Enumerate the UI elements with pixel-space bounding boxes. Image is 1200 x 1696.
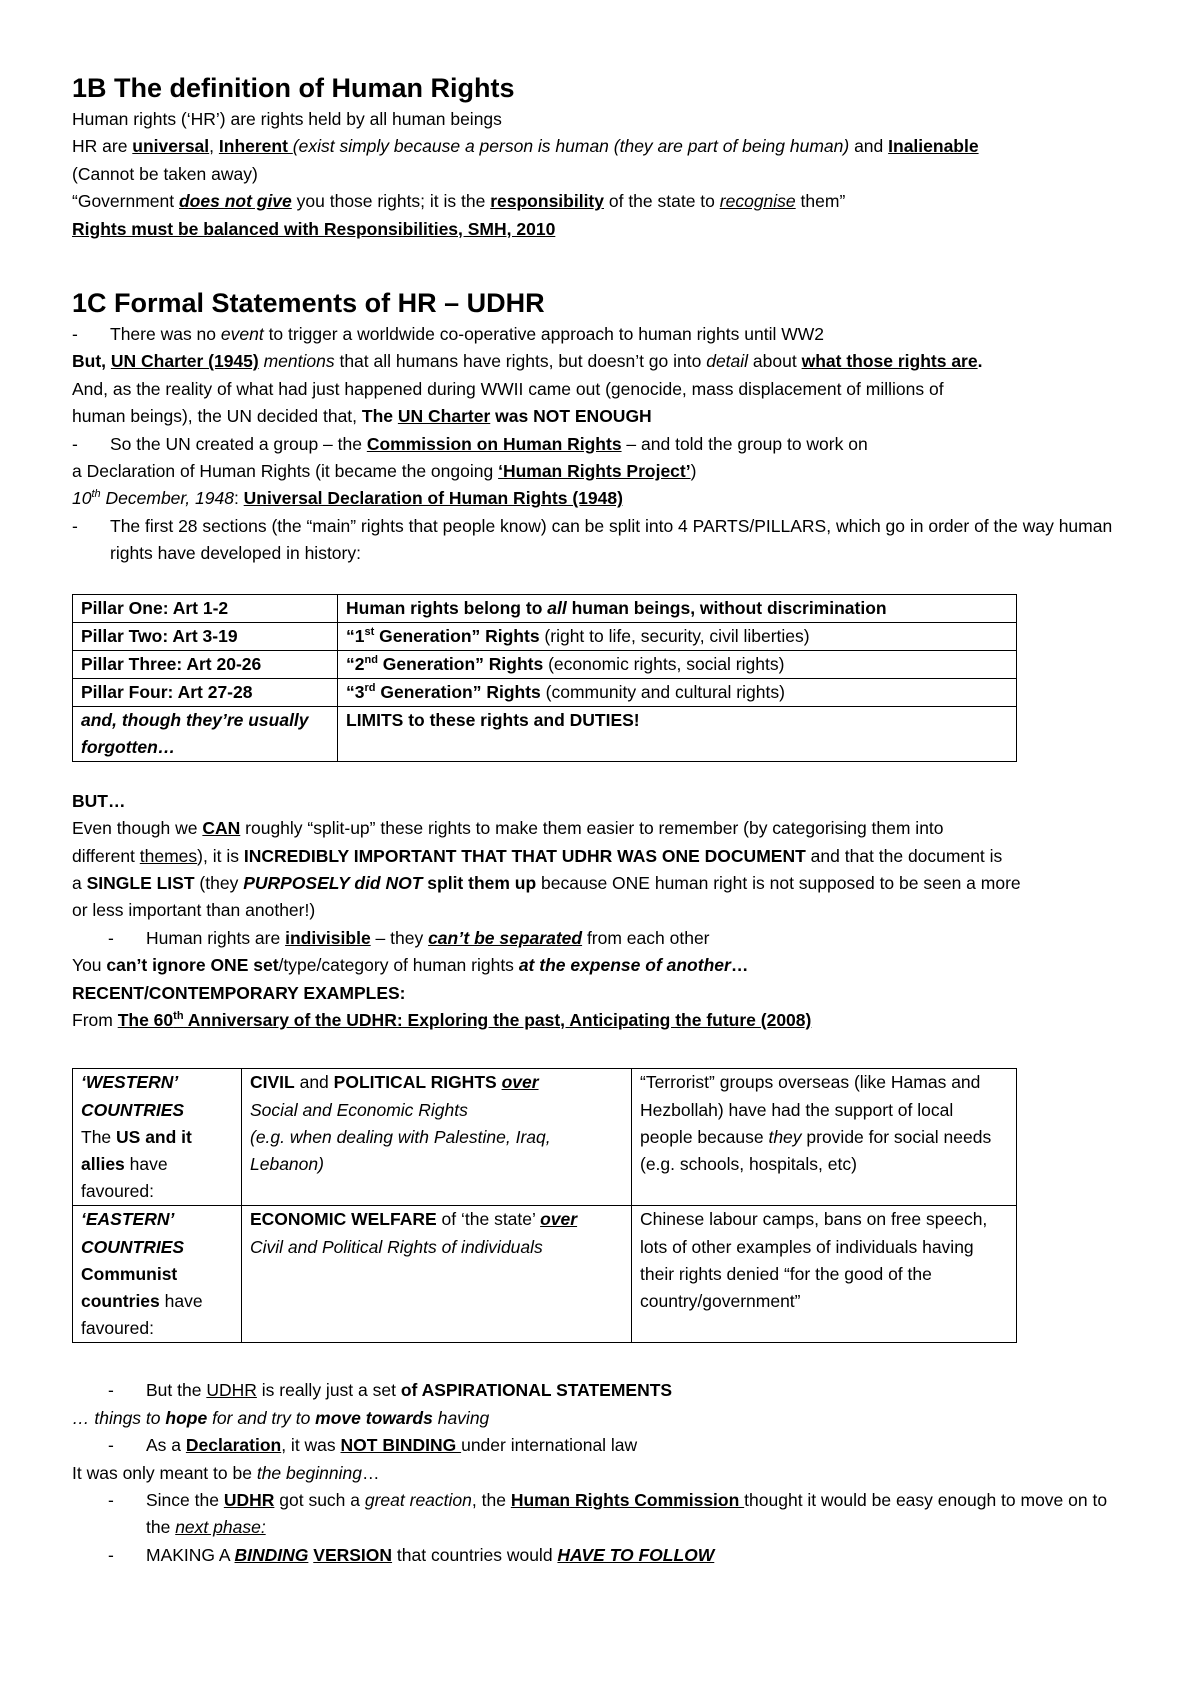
table-row bbox=[73, 706, 1017, 761]
eastern-example-cell: Chinese labour camps, bans on free speech, lots of other examples of individuals having their rights denied “for the good of the country/government” bbox=[632, 1206, 1017, 1343]
pillar-two-cell: Pillar Two: Art 3-19 bbox=[73, 622, 338, 650]
forgotten-cell: and, though they’re usually forgotten… bbox=[73, 706, 338, 761]
heading-1b: 1B The definition of Human Rights bbox=[72, 73, 515, 103]
paragraph-not-enough: human beings), the UN decided that, The UN Charter was NOT ENOUGH bbox=[72, 406, 652, 427]
paragraph-split-up: Even though we CAN roughly “split-up” these rights to make them easier to remember (by categorising them into bbox=[72, 818, 944, 839]
pillar-one-desc: Human rights belong to all human beings, without discrimination bbox=[338, 594, 1017, 622]
bullet-indivisible: - Human rights are indivisible – they can’t be separated from each other bbox=[108, 927, 710, 948]
balance-statement: Rights must be balanced with Responsibilities, SMH, 2010 bbox=[72, 218, 556, 239]
paragraph-un-charter: But, UN Charter (1945) mentions that all humans have rights, but doesn’t go into detail about what those rights are. bbox=[72, 351, 983, 372]
paragraph-declaration: a Declaration of Human Rights (it became the ongoing ‘Human Rights Project’) bbox=[72, 461, 697, 482]
table-row bbox=[73, 1206, 1017, 1343]
bullet-great-reaction: - Since the UDHR got such a great reaction, the Human Rights Commission thought it would be easy enough to move on to the next phase: bbox=[108, 1490, 1108, 1538]
pillar-three-cell: Pillar Three: Art 20-26 bbox=[73, 650, 338, 678]
quote-government: “Government does not give you those rights; it is the responsibility of the state to recognise them” bbox=[72, 191, 846, 212]
heading-1c: 1C Formal Statements of HR – UDHR bbox=[72, 288, 545, 319]
paragraph-hope: … things to hope for and try to move towards having bbox=[72, 1407, 490, 1428]
pillars-table bbox=[72, 594, 1017, 762]
bullet-28-sections: - The first 28 sections (the “main” rights that people know) can be split into 4 PARTS/PILLARS, which go in order of the way human rights have developed in history: bbox=[72, 515, 1113, 564]
paragraph-cannot-be-taken: (Cannot be taken away) bbox=[72, 163, 258, 184]
bullet-no-event: - There was no event to trigger a worldwide co-operative approach to human rights until WW2 bbox=[72, 324, 824, 345]
pillar-four-cell: Pillar Four: Art 27-28 bbox=[73, 678, 338, 706]
paragraph-hr-definition: Human rights (‘HR’) are rights held by all human beings bbox=[72, 109, 502, 129]
table-row bbox=[73, 1069, 1017, 1206]
pillar-one-cell: Pillar One: Art 1-2 bbox=[73, 594, 338, 622]
document-page bbox=[72, 70, 1132, 1569]
paragraph-hr-properties: HR are universal, Inherent (exist simply because a person is human (they are part of being human) and Inalienable bbox=[72, 136, 979, 157]
term-inalienable: Inalienable bbox=[888, 136, 979, 157]
examples-table bbox=[72, 1068, 1017, 1343]
bullet-aspirational: - But the UDHR is really just a set of ASPIRATIONAL STATEMENTS bbox=[108, 1380, 673, 1401]
eastern-rights-cell: ECONOMIC WELFARE of ‘the state’ over Civil and Political Rights of individuals bbox=[242, 1206, 632, 1343]
western-rights-cell: CIVIL and POLITICAL RIGHTS over Social and Economic Rights (e.g. when dealing with Palestine, Iraq, Lebanon) bbox=[242, 1069, 632, 1206]
western-countries-cell: ‘WESTERN’ COUNTRIES The US and it allies have favoured: bbox=[73, 1069, 242, 1206]
but-heading: BUT… bbox=[72, 790, 126, 811]
table-row bbox=[73, 622, 1017, 650]
table-row bbox=[73, 594, 1017, 622]
pillar-four-desc: “3rd Generation” Rights (community and cultural rights) bbox=[338, 678, 1017, 706]
paragraph-beginning: It was only meant to be the beginning… bbox=[72, 1462, 380, 1483]
eastern-countries-cell: ‘EASTERN’ COUNTRIES Communist countries have favoured: bbox=[73, 1206, 242, 1343]
paragraph-udhr-date: 10th December, 1948: Universal Declaration of Human Rights (1948) bbox=[72, 488, 623, 509]
paragraph-cant-ignore: You can’t ignore ONE set/type/category of human rights at the expense of another… bbox=[72, 955, 749, 976]
pillar-three-desc: “2nd Generation” Rights (economic rights, social rights) bbox=[338, 650, 1017, 678]
table-row bbox=[73, 678, 1017, 706]
bullet-commission: - So the UN created a group – the Commission on Human Rights – and told the group to work on bbox=[72, 433, 868, 454]
paragraph-less-important: or less important than another!) bbox=[72, 900, 316, 921]
bullet-not-binding: - As a Declaration, it was NOT BINDING under international law bbox=[108, 1435, 638, 1456]
paragraph-single-list: a SINGLE LIST (they PURPOSELY did NOT split them up because ONE human right is not supposed to be seen a more bbox=[72, 872, 1021, 893]
table-row bbox=[73, 650, 1017, 678]
pillar-two-desc: “1st Generation” Rights (right to life, security, civil liberties) bbox=[338, 622, 1017, 650]
recent-examples-heading: RECENT/CONTEMPORARY EXAMPLES: bbox=[72, 982, 406, 1003]
paragraph-reality: And, as the reality of what had just happened during WWII came out (genocide, mass displacement of millions of bbox=[72, 378, 944, 399]
western-example-cell: “Terrorist” groups overseas (like Hamas and Hezbollah) have had the support of local people because they provide for social needs (e.g. schools, hospitals, etc) bbox=[632, 1069, 1017, 1206]
term-universal: universal bbox=[132, 136, 210, 157]
paragraph-one-document: different themes), it is INCREDIBLY IMPORTANT THAT THAT UDHR WAS ONE DOCUMENT and that the document is bbox=[72, 845, 1003, 866]
limits-cell: LIMITS to these rights and DUTIES! bbox=[338, 706, 1017, 761]
paragraph-60th-anniversary: From The 60th Anniversary of the UDHR: Exploring the past, Anticipating the future (2008) bbox=[72, 1009, 812, 1030]
term-inherent: Inherent bbox=[218, 136, 293, 157]
bullet-binding-version: - MAKING A BINDING VERSION that countries would HAVE TO FOLLOW bbox=[108, 1544, 715, 1565]
